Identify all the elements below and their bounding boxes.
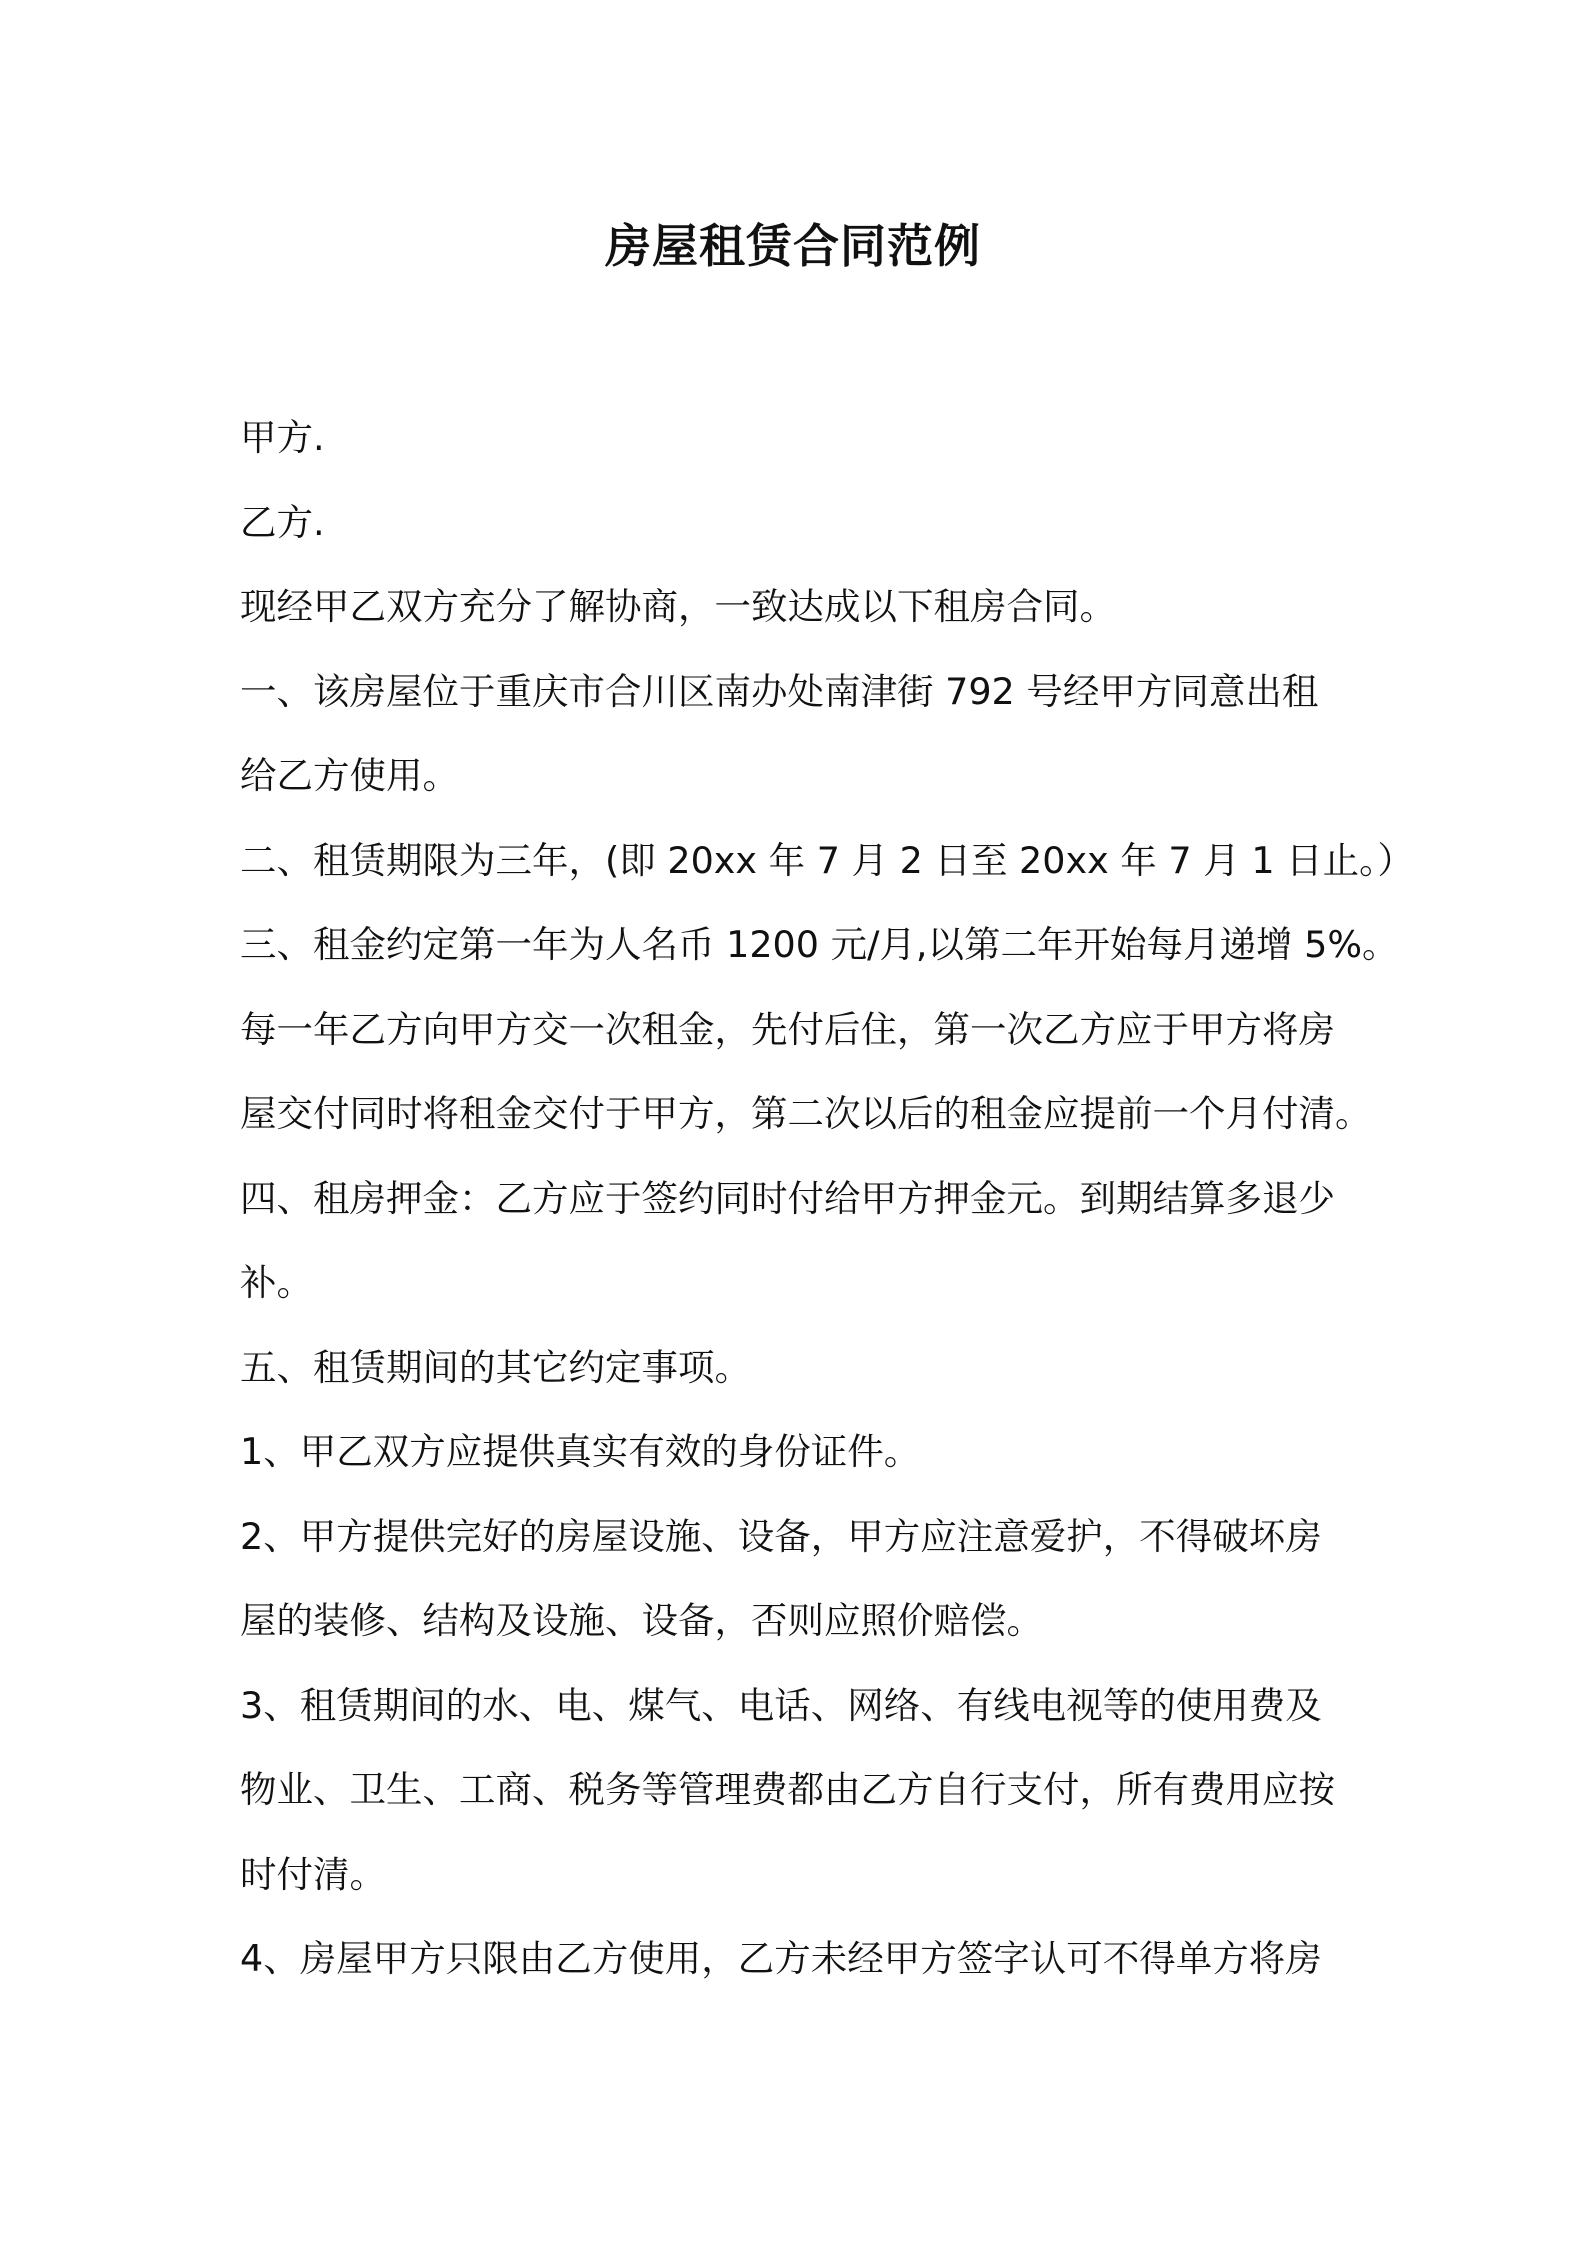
item-2-line-2: 屋的装修、结构及设施、设备，否则应照价赔偿。 [240, 1599, 1043, 1642]
clause-4-line-1: 四、租房押金：乙方应于签约同时付给甲方押金元。到期结算多退少 [240, 1176, 1335, 1220]
document-body [240, 396, 1414, 2002]
item-4-line-1: 4、房屋甲方只限由乙方使用，乙方未经甲方签字认可不得单方将房 [240, 1937, 1322, 1980]
item-3-line-2: 物业、卫生、工商、税务等管理费都由乙方自行支付，所有费用应按 [240, 1768, 1335, 1811]
clause-3-line-3: 屋交付同时将租金交付于甲方，第二次以后的租金应提前一个月付清。 [240, 1092, 1372, 1135]
document-title: 房屋租赁合同范例 [605, 219, 981, 273]
item-3-line-1: 3、租赁期间的水、电、煤气、电话、网络、有线电视等的使用费及 [240, 1683, 1322, 1727]
clause-4-line-2: 补。 [240, 1261, 313, 1304]
item-2-line-1: 2、甲方提供完好的房屋设施、设备，甲方应注意爱护，不得破坏房 [240, 1514, 1322, 1558]
clause-2-line: 二、租赁期限为三年，(即 20xx 年 7 月 2 日至 20xx 年 7 月 1 日止。） [240, 838, 1414, 882]
item-3-line-3: 时付清。 [240, 1852, 386, 1896]
clause-1-line-1: 一、该房屋位于重庆市合川区南办处南津街 792 号经甲方同意出租 [240, 669, 1319, 713]
party-a-line: 甲方. [240, 416, 325, 459]
party-b-line: 乙方. [240, 500, 325, 544]
item-1-line: 1、甲乙双方应提供真实有效的身份证件。 [240, 1430, 921, 1473]
clause-3-line-2: 每一年乙方向甲方交一次租金，先付后住，第一次乙方应于甲方将房 [240, 1007, 1335, 1051]
clause-3-line-1: 三、租金约定第一年为人名币 1200 元/月,以第二年开始每月递增 5%。 [240, 923, 1399, 966]
intro-line: 现经甲乙双方充分了解协商，一致达成以下租房合同。 [240, 585, 1116, 628]
clause-1-line-2: 给乙方使用。 [240, 754, 459, 797]
clause-5-heading: 五、租赁期间的其它约定事项。 [240, 1345, 751, 1389]
